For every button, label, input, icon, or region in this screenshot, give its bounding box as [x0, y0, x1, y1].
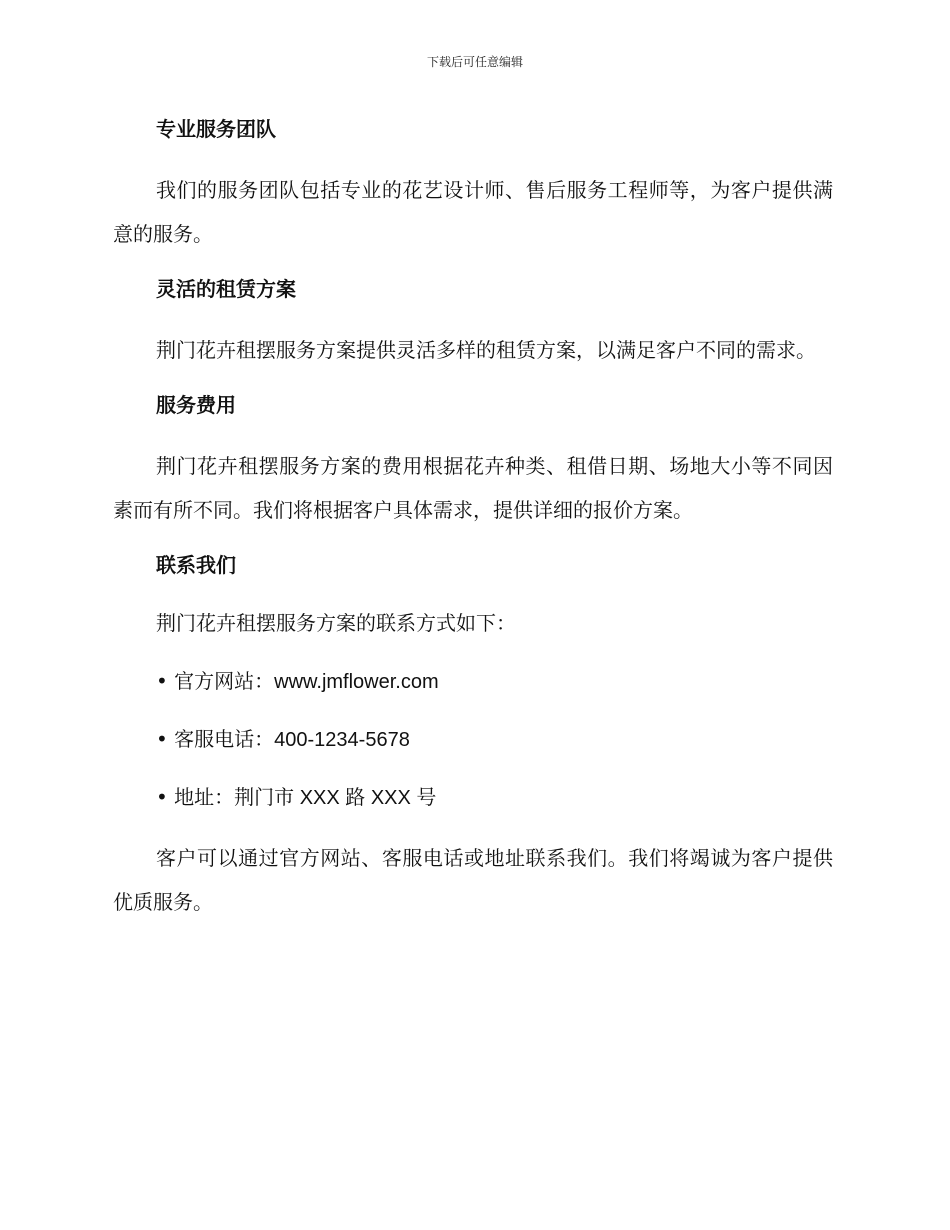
contact-item-phone-value: 400-1234-5678 [274, 729, 410, 751]
section-heading-contact: 联系我们 [156, 553, 236, 577]
section-heading-team: 专业服务团队 [156, 117, 276, 141]
contact-item-phone [113, 720, 833, 758]
contact-item-website [113, 662, 833, 700]
document-body [113, 110, 833, 938]
contact-closing: 客户可以通过官方网站、客服电话或地址联系我们。我们将竭诚为客户提供优质服务。 [113, 846, 833, 914]
section-heading-rental-plans: 灵活的租赁方案 [156, 277, 296, 301]
contact-item-address [113, 778, 833, 816]
section-heading-fees: 服务费用 [156, 393, 236, 417]
page-header-note: 下载后可任意编辑 [426, 55, 523, 69]
section-text-team: 我们的服务团队包括专业的花艺设计师、售后服务工程师等，为客户提供满意的服务。 [113, 178, 833, 246]
contact-item-website-value: www.jmflower.com [274, 671, 439, 693]
section-text-fees: 荆门花卉租摆服务方案的费用根据花卉种类、租借日期、场地大小等不同因素而有所不同。我们将根据客户具体需求，提供详细的报价方案。 [113, 454, 833, 522]
contact-item-website-label: • 官方网站： [156, 669, 275, 693]
contact-intro: 荆门花卉租摆服务方案的联系方式如下： [156, 611, 516, 635]
contact-item-phone-label: • 客服电话： [156, 727, 275, 751]
section-text-rental-plans: 荆门花卉租摆服务方案提供灵活多样的租赁方案，以满足客户不同的需求。 [156, 338, 816, 362]
contact-item-address-value: 荆门市 XXX 路 XXX 号 [234, 787, 437, 809]
contact-item-address-label: • 地址： [156, 785, 235, 809]
